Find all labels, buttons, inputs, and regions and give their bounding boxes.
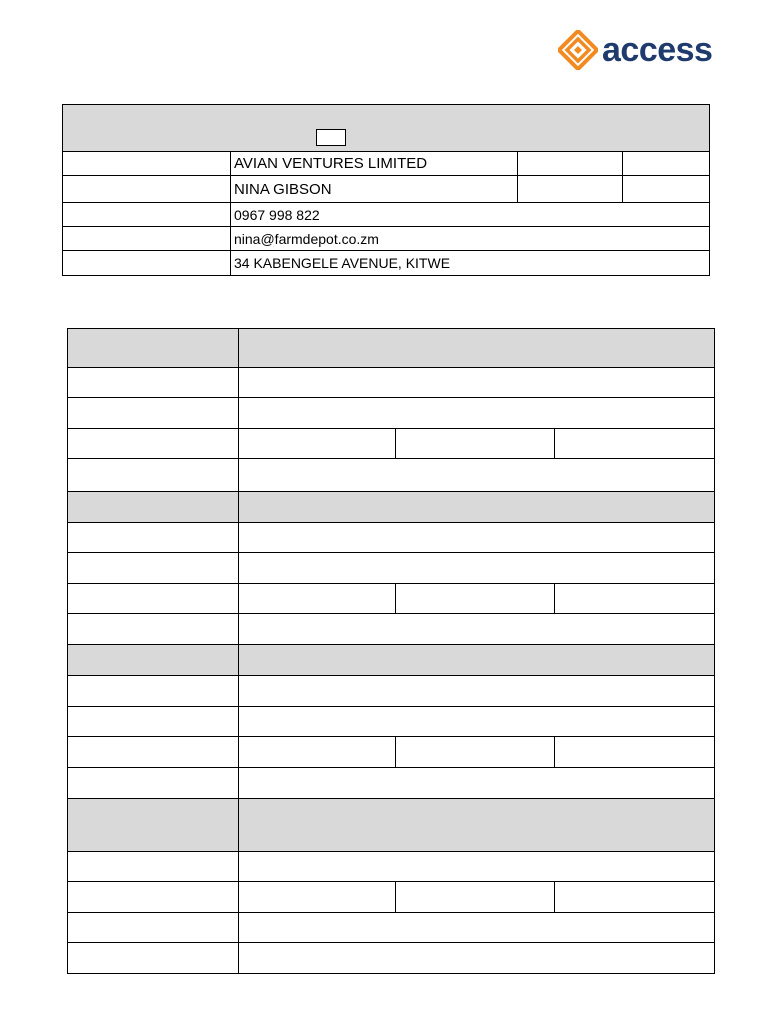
customer-header-cell: [63, 105, 710, 152]
section-header-value: [239, 492, 715, 523]
access-wordmark: access: [602, 31, 713, 69]
input-cell[interactable]: [396, 429, 555, 459]
company-name-value: AVIAN VENTURES LIMITED: [231, 152, 518, 176]
table-row: [68, 584, 715, 614]
empty-cell: [623, 176, 710, 203]
table-row: [68, 368, 715, 398]
input-cell[interactable]: [239, 882, 396, 913]
table-row: [68, 882, 715, 913]
label-cell: [63, 152, 231, 176]
section-header-value: [239, 799, 715, 852]
label-cell: [68, 368, 239, 398]
section-header-label: [68, 329, 239, 368]
label-cell: [68, 523, 239, 553]
table-row: [63, 152, 710, 176]
table-row: [68, 852, 715, 882]
section-header-label: [68, 645, 239, 676]
table-row: [68, 553, 715, 584]
empty-cell: [623, 152, 710, 176]
label-cell: [68, 737, 239, 768]
section-header-value: [239, 645, 715, 676]
table-row: [68, 614, 715, 645]
table-row: [63, 227, 710, 251]
input-cell[interactable]: [239, 398, 715, 429]
facility-details-table: [67, 328, 715, 974]
contact-name-value: NINA GIBSON: [231, 176, 518, 203]
input-cell[interactable]: [555, 737, 715, 768]
table-row: [63, 251, 710, 276]
label-cell: [68, 707, 239, 737]
input-cell[interactable]: [239, 614, 715, 645]
input-cell[interactable]: [555, 882, 715, 913]
table-row: [68, 943, 715, 974]
input-cell[interactable]: [396, 584, 555, 614]
empty-cell: [518, 152, 623, 176]
table-row: [68, 459, 715, 492]
input-cell[interactable]: [239, 852, 715, 882]
input-cell[interactable]: [239, 768, 715, 799]
address-value: 34 KABENGELE AVENUE, KITWE: [231, 251, 710, 276]
label-cell: [68, 676, 239, 707]
table-row: [68, 707, 715, 737]
input-cell[interactable]: [555, 429, 715, 459]
label-cell: [68, 913, 239, 943]
label-cell: [63, 176, 231, 203]
label-cell: [63, 227, 231, 251]
table-row: [68, 676, 715, 707]
phone-value: 0967 998 822: [231, 203, 710, 227]
access-diamond-icon: [558, 30, 598, 70]
label-cell: [68, 852, 239, 882]
section-header-row: [68, 492, 715, 523]
section-header-label: [68, 492, 239, 523]
table-row: [68, 429, 715, 459]
input-cell[interactable]: [396, 882, 555, 913]
table-row: [68, 913, 715, 943]
input-cell[interactable]: [239, 459, 715, 492]
input-cell[interactable]: [239, 913, 715, 943]
table-row: [63, 203, 710, 227]
section-header-row: [68, 799, 715, 852]
table-row: [68, 768, 715, 799]
input-cell[interactable]: [239, 584, 396, 614]
input-cell[interactable]: [239, 676, 715, 707]
input-cell[interactable]: [396, 737, 555, 768]
label-cell: [68, 882, 239, 913]
label-cell: [68, 398, 239, 429]
label-cell: [63, 203, 231, 227]
input-cell[interactable]: [239, 553, 715, 584]
label-cell: [68, 459, 239, 492]
label-cell: [68, 584, 239, 614]
access-logo: [558, 28, 718, 72]
table-row: [63, 176, 710, 203]
table-row: [68, 523, 715, 553]
label-cell: [68, 553, 239, 584]
label-cell: [63, 251, 231, 276]
section-header-label: [68, 799, 239, 852]
email-value: nina@farmdepot.co.zm: [231, 227, 710, 251]
input-cell[interactable]: [239, 523, 715, 553]
label-cell: [68, 429, 239, 459]
input-cell[interactable]: [239, 429, 396, 459]
input-cell[interactable]: [239, 707, 715, 737]
label-cell: [68, 943, 239, 974]
input-cell[interactable]: [239, 368, 715, 398]
section-header-row: [68, 329, 715, 368]
table-row: [68, 398, 715, 429]
empty-cell: [518, 176, 623, 203]
customer-header-row: [63, 105, 710, 152]
customer-details-table: [62, 104, 710, 276]
section-header-row: [68, 645, 715, 676]
label-cell: [68, 768, 239, 799]
input-cell[interactable]: [555, 584, 715, 614]
label-cell: [68, 614, 239, 645]
input-cell[interactable]: [239, 943, 715, 974]
input-cell[interactable]: [239, 737, 396, 768]
header-checkbox[interactable]: [316, 129, 346, 146]
table-row: [68, 737, 715, 768]
section-header-value: [239, 329, 715, 368]
